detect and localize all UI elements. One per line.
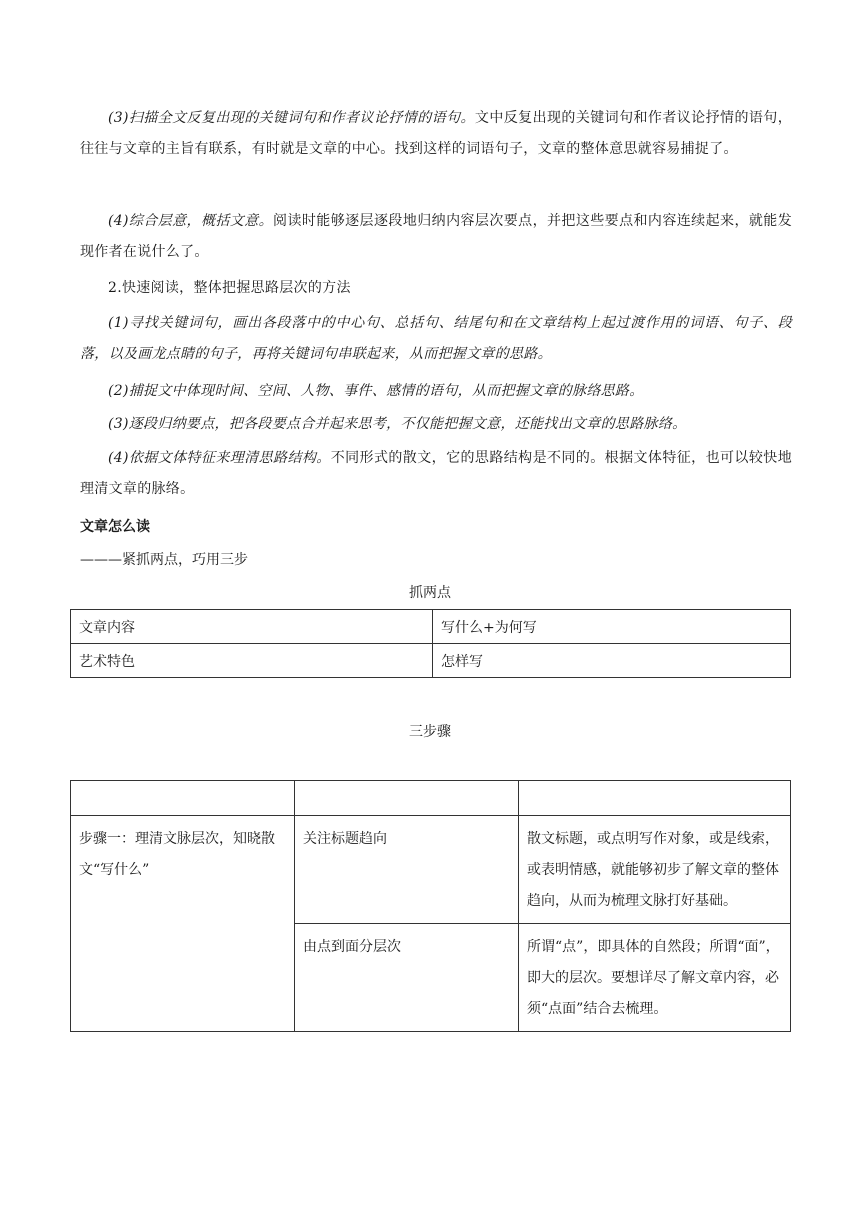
table-cell: 散文标题，或点明写作对象，或是线索，或表明情感，就能够初步了解文章的整体趋向，从而为梳理文脉打好基础。 — [519, 816, 791, 924]
paragraph-lead: (4)依据文体特征来理清思路结构。 — [108, 450, 331, 466]
table-cell: 写什么+为何写 — [433, 610, 791, 644]
paragraph-lead: (4)综合层意，概括文意。 — [108, 213, 274, 229]
paragraph-genre-structure — [80, 443, 792, 505]
paragraph-capture-clues — [80, 376, 792, 407]
table-cell: 艺术特色 — [71, 644, 433, 678]
paragraph-text: 文中反复出现的关键词句和作者议论抒情的语句，往往与文章的主旨有联系，有时就是文章的中心。找到这样的词语句子，文章的整体意思就容易捕捉了。 — [80, 110, 792, 157]
paragraph-lead: (2)捕捉文中体现时间、空间、人物、事件、感情的语句，从而把握文章的脉络思路。 — [108, 383, 644, 399]
table-cell: 文章内容 — [71, 610, 433, 644]
table-cell: 关注标题趋向 — [295, 816, 519, 924]
paragraph-method-heading — [80, 273, 792, 304]
paragraph-text: 不同形式的散文，它的思路结构是不同的。根据文体特征，也可以较快地理清文章的脉络。 — [80, 450, 792, 497]
paragraph-lead: (1)寻找关键词句，画出各段落中的中心句、总括句、结尾句和在文章结构上起过渡作用的词语、句子、段落，以及画龙点睛的句子，再将关键词句串联起来，从而把握文章的思路。 — [80, 315, 792, 362]
paragraph-text: 阅读时能够逐层逐段地归纳内容层次要点，并把这些要点和内容连续起来，就能发现作者在说什么了。 — [80, 213, 792, 260]
table-cell: 由点到面分层次 — [295, 924, 519, 1032]
table-row — [71, 816, 791, 924]
paragraph-text: 2.快速阅读，整体把握思路层次的方法 — [108, 280, 351, 296]
empty-header-cell — [71, 781, 295, 816]
table-row — [71, 644, 791, 678]
empty-header-cell — [519, 781, 791, 816]
three-steps-table — [70, 780, 791, 1032]
section-subtitle: ———紧抓两点，巧用三步 — [80, 552, 248, 568]
paragraph-lead: (3)逐段归纳要点，把各段要点合并起来思考，不仅能把握文意，还能找出文章的思路脉络。 — [108, 416, 687, 432]
section-title: 文章怎么读 — [80, 519, 150, 535]
step-one-cell: 步骤一：理清文脉层次，知晓散文“写什么” — [71, 816, 295, 1032]
paragraph-key-sentences — [80, 308, 792, 370]
table-cell: 所谓“点”，即具体的自然段；所谓“面”，即大的层次。要想详尽了解文章内容，必须“点面”结合去梳理。 — [519, 924, 791, 1032]
table1-caption: 抓两点 — [409, 585, 451, 601]
table2-caption: 三步骤 — [409, 724, 451, 740]
table-row — [71, 610, 791, 644]
table-cell: 怎样写 — [433, 644, 791, 678]
paragraph-summarize-points — [80, 409, 792, 440]
empty-header-cell — [295, 781, 519, 816]
two-points-table — [70, 609, 791, 678]
paragraph-summarize — [80, 206, 792, 268]
table-header-row — [71, 781, 791, 816]
paragraph-lead: (3)扫描全文反复出现的关键词句和作者议论抒情的语句。 — [108, 110, 475, 126]
paragraph-scan-keywords — [80, 103, 792, 165]
